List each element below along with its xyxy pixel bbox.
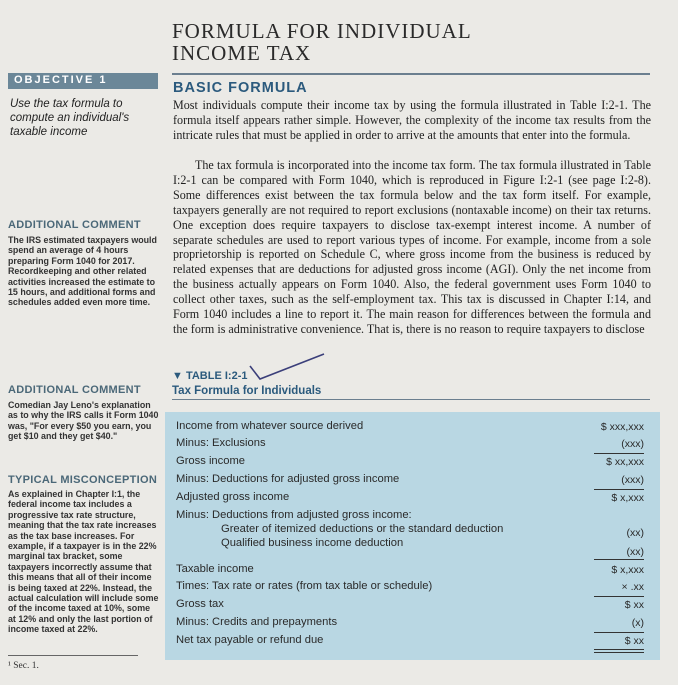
table-row: Minus: Credits and prepayments (176, 616, 338, 628)
table-row: Minus: Deductions from adjusted gross income: (176, 509, 412, 521)
additional-comment-text-1: The IRS estimated taxpayers would spend an average of 4 hours preparing Form 1040 for 2017. Recordkeeping and other related activities increased the estimate to 15 hours, and additional forms and schedules added even more time. (8, 235, 157, 308)
misconception-text: As explained in Chapter I:1, the federal income tax includes a progressive tax rate structure, meaning that the tax rate increases as the tax base increases. For example, if a taxpayer is in the 22% marginal tax bracket, some taxpayers incorrectly assume that this means that all of their income is being taxed at 22%. Instead, the actual calculation will include some of the income taxed at 10%, some at 12% and only the last portion of income taxed at 22%. (8, 489, 159, 635)
objective-bar (8, 73, 158, 89)
paragraph-1 (173, 98, 651, 143)
table-row: Qualified business income deduction (221, 537, 404, 549)
table-divider (172, 399, 650, 400)
table-underline (594, 559, 644, 560)
table-row: Income from whatever source derived (176, 420, 364, 432)
objective-text: Use the tax formula to compute an individual's taxable income (10, 98, 130, 138)
footnote: ¹ Sec. 1. (8, 661, 39, 671)
title-line-1: FORMULA FOR INDIVIDUAL (172, 19, 472, 43)
table-amount: $ xx,xxx (606, 456, 644, 468)
objective-label: OBJECTIVE 1 (14, 74, 108, 86)
paragraph-2 (173, 158, 651, 337)
table-amount: $ xxx,xxx (600, 421, 644, 433)
table-amount: (xx) (626, 546, 644, 558)
table-amount: (x) (631, 617, 644, 629)
table-row: Minus: Exclusions (176, 437, 266, 449)
table-row: Taxable income (176, 563, 254, 575)
table-underline (594, 632, 644, 633)
title-line-2: INCOME TAX (172, 41, 312, 65)
table-amount: $ xx (624, 635, 644, 647)
table-amount: $ x,xxx (611, 492, 644, 504)
section-heading: BASIC FORMULA (173, 80, 308, 96)
table-row: Times: Tax rate or rates (from tax table or schedule) (176, 580, 433, 592)
table-amount: (xx) (626, 527, 644, 539)
table-amount: $ xx (624, 599, 644, 611)
table-label: ▼ TABLE I:2-1 (172, 370, 248, 382)
table-row: Minus: Deductions for adjusted gross income (176, 473, 400, 485)
table-double-underline (594, 652, 644, 653)
table-amount: × .xx (621, 581, 644, 593)
additional-comment-heading-2: ADDITIONAL COMMENT (8, 384, 141, 396)
footnote-divider (8, 655, 138, 656)
table-title: Tax Formula for Individuals (172, 385, 322, 397)
table-underline (594, 453, 644, 454)
additional-comment-heading-1: ADDITIONAL COMMENT (8, 219, 141, 231)
table-amount: (xxx) (621, 438, 644, 450)
table-row: Greater of itemized deductions or the standard deduction (221, 523, 504, 535)
table-underline (594, 489, 644, 490)
additional-comment-text-2: Comedian Jay Leno's explanation as to why the IRS calls it Form 1040 was, "For every $50 you earn, you get $10 and they get $40." (8, 400, 159, 442)
table-row: Net tax payable or refund due (176, 634, 324, 646)
table-label-text: TABLE I:2-1 (185, 370, 248, 382)
paragraph-1-text: Most individuals compute their income tax by using the formula illustrated in Table I:2-1. The formula itself appears rather simple. However, the complexity of the income tax results from the intricate rules that must be applied in order to arrive at the amounts that enter into the formula. (173, 98, 651, 142)
table-amount: (xxx) (621, 474, 644, 486)
table-underline (594, 596, 644, 597)
table-row: Gross income (176, 455, 246, 467)
table-row: Gross tax (176, 598, 224, 610)
table-row: Adjusted gross income (176, 491, 290, 503)
misconception-heading: TYPICAL MISCONCEPTION (8, 474, 158, 486)
paragraph-2-text: The tax formula is incorporated into the income tax form. The tax formula illustrated in Table I:2-1 can be compared with Form 1040, which is reproduced in Figure I:2-1 (see page I:2-8). Some differences exist between the tax formula below and the tax form itself. For example, taxpayers generally are not required to report exclusions (nontaxable income) on their tax returns. One exception does require taxpayers to disclose tax-exempt interest income. A number of separate schedules are used to report various types of income. For example, income from a sole proprietorship is reported on Schedule C, where gross income from the business is reduced by related expenses that are deductions for adjusted gross income (AGI). Only the net income from the business actually appears on Form 1040. Also, the federal government uses Form 1040 to collect other taxes, such as the self-employment tax. This tax is discussed in Chapter I:14, and Form 1040 includes a line to report it. The main reason for differences between the formula and the form is administrative convenience. That is, there is no reason to require taxpayers to disclose (173, 158, 651, 336)
handwritten-check-icon (248, 352, 328, 382)
table-amount: $ x,xxx (611, 564, 644, 576)
title-divider (172, 73, 650, 75)
page-title (172, 20, 472, 64)
table-double-underline (594, 649, 644, 650)
